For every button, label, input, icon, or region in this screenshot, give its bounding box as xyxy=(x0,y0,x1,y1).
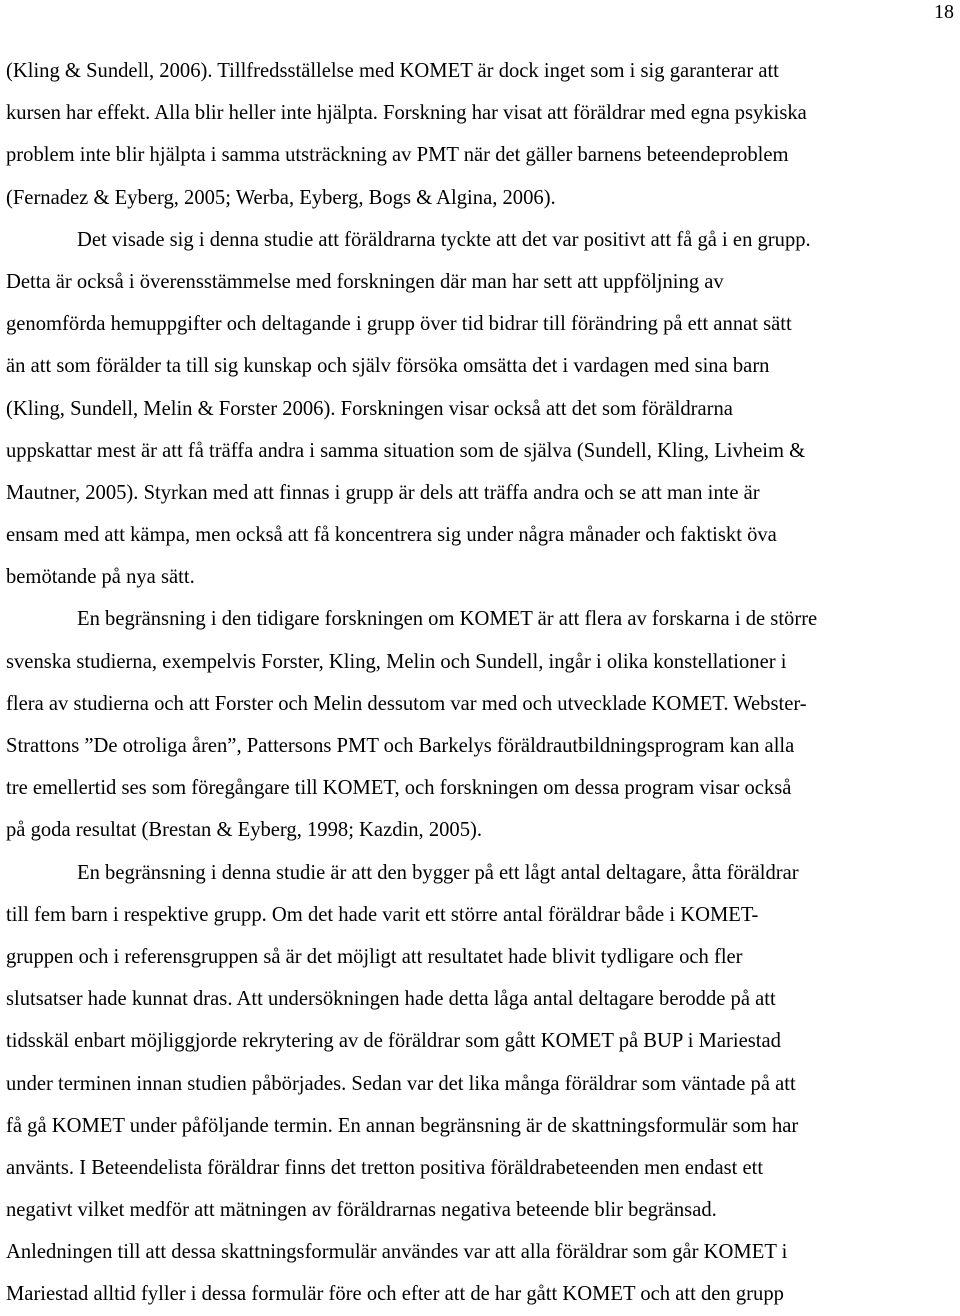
text-line: tre emellertid ses som föregångare till KOMET, och forskningen om dessa program visar också xyxy=(6,777,792,800)
text-line: bemötande på nya sätt. xyxy=(6,566,195,589)
text-line: gruppen och i referensgruppen så är det möjligt att resultatet hade blivit tydligare och fler xyxy=(6,945,743,968)
text-line: till fem barn i respektive grupp. Om det hade varit ett större antal föräldrar både i KOMET- xyxy=(6,903,759,926)
text-line: Strattons ”De otroliga åren”, Pattersons PMT och Barkelys föräldrautbildningsprogram kan alla xyxy=(6,735,795,757)
text-line: Det visade sig i denna studie att föräldrarna tyckte att det var positivt att få gå i en grupp. xyxy=(77,228,811,251)
text-line: uppskattar mest är att få träffa andra i samma situation som de själva (Sundell, Kling, Livheim & xyxy=(6,439,806,462)
text-line: på goda resultat (Brestan & Eyberg, 1998; Kazdin, 2005). xyxy=(6,819,483,842)
body-text xyxy=(6,50,958,1316)
text-line: ensam med att kämpa, men också att få koncentrera sig under några månader och faktiskt öva xyxy=(6,524,777,547)
text-line: Anledningen till att dessa skattningsformulär användes var att alla föräldrar som går KOMET i xyxy=(6,1241,788,1264)
text-line: genomförda hemuppgifter och deltagande i grupp över tid bidrar till förändring på ett annat sätt xyxy=(6,313,792,336)
text-line: Detta är också i överensstämmelse med forskningen där man har sett att uppföljning av xyxy=(6,270,724,293)
text-line: En begränsning i denna studie är att den bygger på ett lågt antal deltagare, åtta föräldrar xyxy=(77,861,799,884)
text-line: kursen har effekt. Alla blir heller inte hjälpta. Forskning har visat att föräldrar med egna psykiska xyxy=(6,102,807,125)
text-line: flera av studierna och att Forster och Melin dessutom var med och utvecklade KOMET. Webster- xyxy=(6,692,807,715)
text-line: Mautner, 2005). Styrkan med att finnas i grupp är dels att träffa andra och se att man inte är xyxy=(6,481,760,504)
text-line: negativt vilket medför att mätningen av föräldrarnas negativa beteende blir begränsad. xyxy=(6,1199,717,1222)
text-line: (Fernadez & Eyberg, 2005; Werba, Eyberg, Bogs & Algina, 2006). xyxy=(6,186,556,209)
page-number: 18 xyxy=(934,1,954,23)
text-line: än att som förälder ta till sig kunskap och själv försöka omsätta det i vardagen med sina barn xyxy=(6,355,770,378)
text-line: få gå KOMET under påföljande termin. En annan begränsning är de skattningsformulär som har xyxy=(6,1114,799,1137)
text-line: under terminen innan studien påbörjades. Sedan var det lika många föräldrar som väntade på att xyxy=(6,1072,796,1095)
text-line: Mariestad alltid fyller i dessa formulär före och efter att de har gått KOMET och att den grupp xyxy=(6,1283,784,1306)
text-line: (Kling & Sundell, 2006). Tillfredsställelse med KOMET är dock inget som i sig garanterar att xyxy=(6,60,779,82)
text-line: svenska studierna, exempelvis Forster, Kling, Melin och Sundell, ingår i olika konstellationer i xyxy=(6,650,787,673)
text-line: använts. I Beteendelista föräldrar finns det tretton positiva föräldrabeteenden men endast ett xyxy=(6,1156,764,1179)
text-line: En begränsning i den tidigare forskningen om KOMET är att flera av forskarna i de större xyxy=(77,608,818,631)
text-line: (Kling, Sundell, Melin & Forster 2006). Forskningen visar också att det som föräldrarna xyxy=(6,397,733,420)
text-line: problem inte blir hjälpta i samma utsträckning av PMT när det gäller barnens beteendeproblem xyxy=(6,144,789,167)
text-line: slutsatser hade kunnat dras. Att undersökningen hade detta låga antal deltagare berodde på att xyxy=(6,988,776,1011)
text-line: tidsskäl enbart möjliggjorde rekrytering av de föräldrar som gått KOMET på BUP i Mariestad xyxy=(6,1030,781,1053)
